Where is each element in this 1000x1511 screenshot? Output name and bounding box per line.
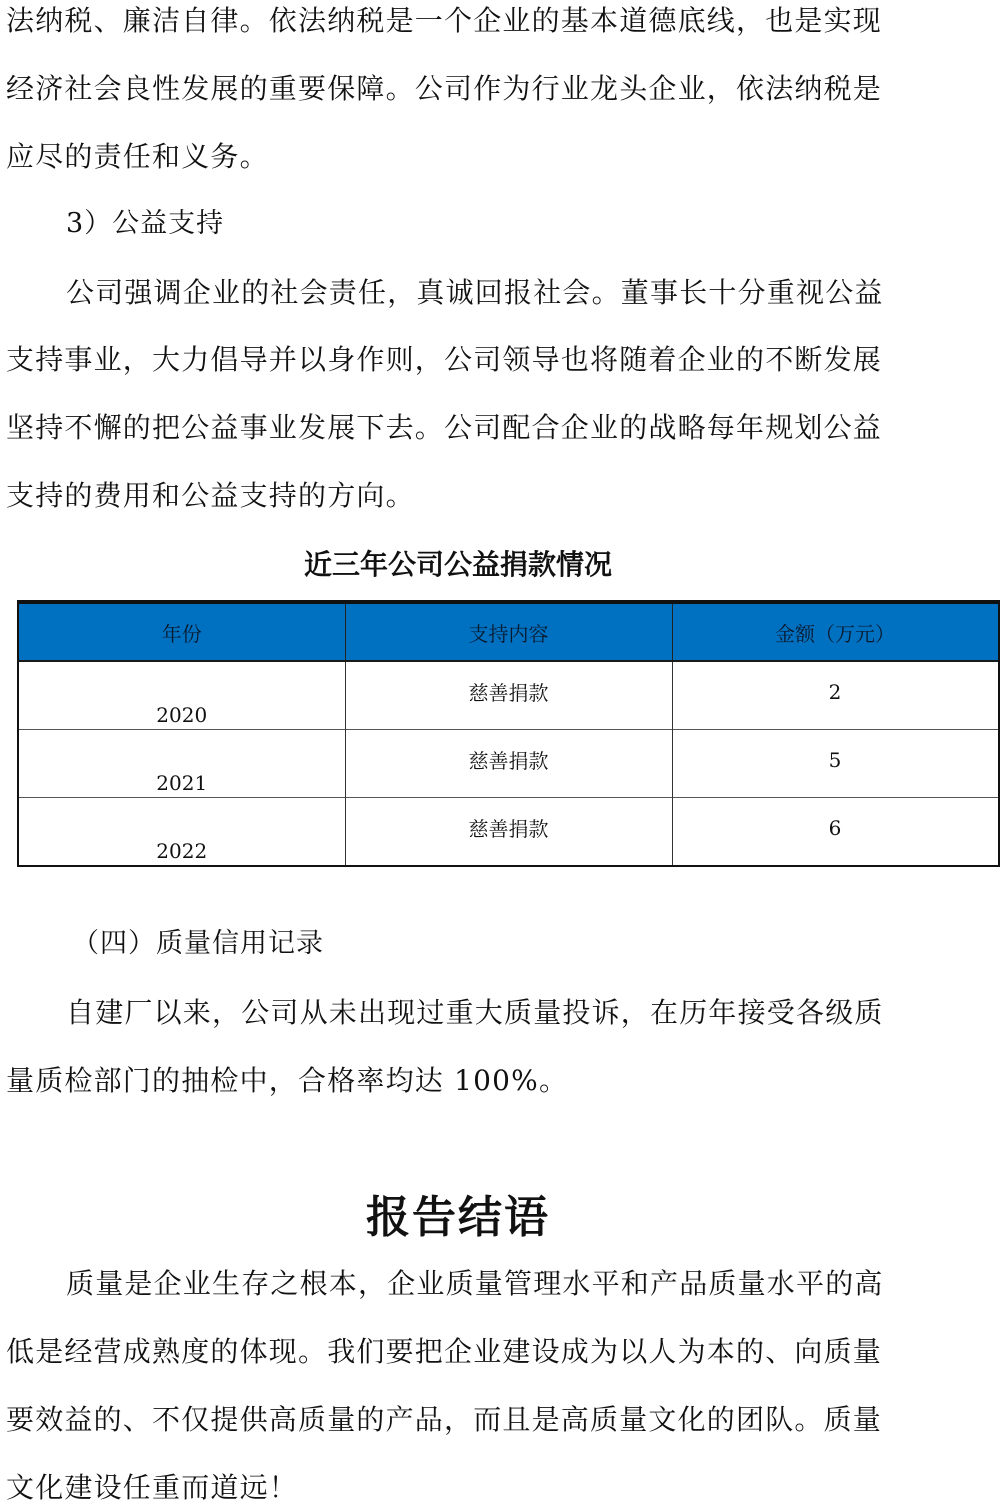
paragraph-line: 自建厂以来，公司从未出现过重大质量投诉，在历年接受各级质: [66, 996, 884, 1029]
closing-title: 报告结语: [366, 1192, 550, 1243]
cell-amount: 6: [672, 798, 999, 867]
paragraph-line: 低是经营成熟度的体现。我们要把企业建设成为以人为本的、向质量: [6, 1335, 883, 1368]
column-header-content: 支持内容: [345, 602, 672, 661]
section-heading: （四）质量信用记录: [72, 928, 324, 959]
cell-content: 慈善捐款: [345, 798, 672, 867]
section-heading: 3）公益支持: [66, 208, 225, 239]
paragraph-line: 支持事业，大力倡导并以身作则，公司领导也将随着企业的不断发展: [6, 343, 883, 376]
paragraph-line: 要效益的、不仅提供高质量的产品，而且是高质量文化的团队。质量: [6, 1403, 883, 1436]
donation-table: [17, 600, 1000, 867]
paragraph-line: 量质检部门的抽检中，合格率均达 100%。: [6, 1064, 569, 1097]
table-title: 近三年公司公益捐款情况: [303, 548, 612, 581]
cell-amount: 5: [672, 730, 999, 798]
table-header-row: [18, 602, 999, 661]
paragraph-line: 经济社会良性发展的重要保障。公司作为行业龙头企业，依法纳税是: [6, 72, 883, 105]
table-row: [18, 661, 999, 730]
paragraph-line: 公司强调企业的社会责任，真诚回报社会。董事长十分重视公益: [66, 276, 884, 309]
table-row: [18, 730, 999, 798]
cell-content: 慈善捐款: [345, 730, 672, 798]
paragraph-line: 文化建设任重而道远！: [6, 1471, 299, 1504]
table-row: [18, 798, 999, 867]
paragraph-line: 应尽的责任和义务。: [6, 140, 269, 173]
cell-content: 慈善捐款: [345, 661, 672, 730]
cell-year: 2020: [18, 661, 345, 730]
paragraph-line: 质量是企业生存之根本，企业质量管理水平和产品质量水平的高: [66, 1267, 884, 1300]
column-header-amount: 金额（万元）: [672, 602, 999, 661]
paragraph-line: 支持的费用和公益支持的方向。: [6, 479, 415, 512]
cell-amount: 2: [672, 661, 999, 730]
cell-year: 2022: [18, 798, 345, 867]
column-header-year: 年份: [18, 602, 345, 661]
paragraph-line: 坚持不懈的把公益事业发展下去。公司配合企业的战略每年规划公益: [6, 411, 883, 444]
cell-year: 2021: [18, 730, 345, 798]
paragraph-line: 法纳税、廉洁自律。依法纳税是一个企业的基本道德底线，也是实现: [6, 4, 883, 37]
